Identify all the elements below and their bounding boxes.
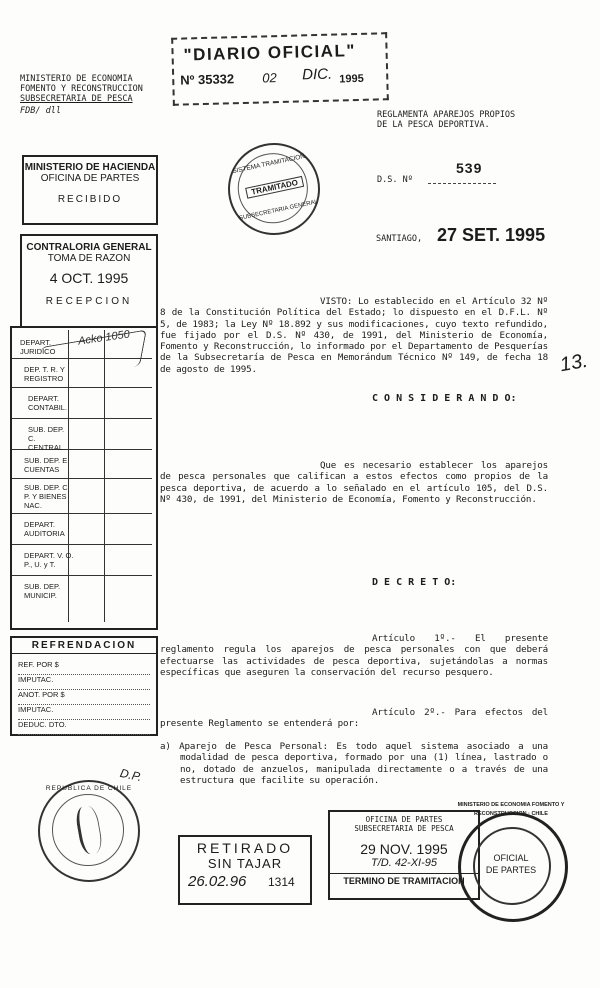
oficina-line-1: OFICINA DE PARTES: [365, 815, 443, 824]
decreto-heading: D E C R E T O:: [372, 577, 457, 588]
oficial-center-1: OFICIAL: [493, 853, 529, 863]
hacienda-stamp: [22, 155, 158, 225]
seal-middle-text: TRAMITADO: [245, 176, 304, 199]
articulo-2-text: Artículo 2º.- Para efectos del presente Reglamento se entenderá por:: [160, 707, 548, 730]
grid-row: [12, 479, 152, 514]
row-label: DEPART. CONTABIL.: [28, 394, 68, 412]
diario-year: 1995: [339, 72, 364, 86]
oficina-ref: T/D. 42-XI-95: [370, 857, 438, 869]
ref-row: IMPUTAC.: [18, 705, 150, 720]
retirado-line-1: RETIRADO: [196, 840, 294, 856]
dp-initials: D.P.: [118, 765, 144, 785]
santiago-label: SANTIAGO,: [376, 234, 423, 244]
diario-month: DIC.: [301, 65, 333, 84]
refrendacion-rows: [18, 660, 150, 735]
santiago-date: 27 SET. 1995: [437, 225, 546, 245]
oficina-partes-stamp: [328, 810, 480, 900]
grid-divider: [104, 330, 105, 622]
hacienda-line-2: OFICINA DE PARTES: [40, 173, 140, 184]
ministry-header: [20, 74, 143, 116]
diario-oficial-stamp: [171, 32, 389, 106]
row-label: SUB. DEP. E. CUENTAS: [24, 456, 70, 474]
contraloria-line-2: TOMA DE RAZON: [47, 253, 131, 264]
grid-row: [12, 514, 152, 545]
diario-number: Nº 35332: [180, 71, 235, 88]
retirado-date: 26.02.96: [188, 873, 247, 890]
item-a-paragraph: [160, 741, 548, 786]
oficial-ring-text: MINISTERIO DE ECONOMIA FOMENTO Y RECONSTRUCCION · CHILE: [457, 802, 565, 817]
oficina-footer: TERMINO DE TRAMITACION: [330, 873, 478, 886]
visto-text: VISTO: Lo establecido en el Artículo 32 Nº 8 de la Constitución Política del Estado; lo dispuesto en el D.F.L. Nº 5, de 1983; la Ley Nº 18.892 y sus modificaciones, cuyo texto refundido, fue fijado por el D.S. Nº 430, de 1991, del Ministerio de Economía, Fomento y Reconstrucción, lo informado por el Departamento de Pesquerías de la Subsecretaría de Pesca en Memorándum Técnico Nº 149, de fecha 18 de agosto de 1995.: [160, 296, 548, 375]
ref-row: REF. POR $: [18, 660, 150, 675]
articulo-1-paragraph: [160, 633, 548, 678]
seal-ring-text: REPUBLICA DE CHILE: [45, 785, 133, 792]
refrendacion-title: REFRENDACION: [12, 638, 156, 654]
articulo-1-text: Artículo 1º.- El presente reglamento regula los aparejos de pesca personales con que deberá efectuarse las actividades de pesca deportiva, sujetándolas a normas específicas que aseguren la conservación del recurso pesquero.: [160, 633, 548, 678]
considerando-heading: C O N S I D E R A N D O:: [372, 393, 517, 404]
ds-label: D.S. Nº: [377, 175, 413, 185]
item-a-text: a) Aparejo de Pesca Personal: Es todo aquel sistema asociado a una modalidad de pesca deportiva, formado por una (1) línea, lastrado o no, dotado de anzuelos, manipulada directamente o a través de una estructura que facilite su operación.: [160, 741, 548, 786]
visto-paragraph: [160, 296, 548, 375]
retirado-line-2: SIN TAJAR: [207, 856, 283, 871]
seal-top-text: SISTEMA TRAMITACION: [231, 152, 306, 176]
subject-line-2: DE LA PESCA DEPORTIVA.: [377, 120, 490, 130]
hacienda-line-1: MINISTERIO DE HACIENDA: [24, 162, 156, 173]
ref-row: IMPUTAC.: [18, 675, 150, 690]
diario-day: 02: [262, 70, 277, 86]
ref-row: DEDUC. DTO.: [18, 720, 150, 735]
republica-seal: [38, 780, 140, 882]
considerando-paragraph: [160, 460, 548, 505]
contraloria-date: 4 OCT. 1995: [49, 270, 129, 286]
retirado-extra: 1314: [268, 875, 295, 889]
diario-title: "DIARIO OFICIAL": [183, 41, 357, 65]
oficial-center-2: DE PARTES: [485, 865, 537, 875]
row-label: DEP. T. R. Y REGISTRO: [24, 365, 65, 383]
retirado-stamp: [178, 835, 312, 905]
decree-subject: [377, 110, 515, 130]
ref-row: ANOT. POR $: [18, 690, 150, 705]
contraloria-line-1: CONTRALORIA GENERAL: [26, 242, 152, 253]
considerando-text: Que es necesario establecer los aparejos de pesca personales que califican a estos efectos como propios de la pesca deportiva, de acuerdo a lo señalado en el artículo 105, del D.S. Nº 430, de 1991, del Ministerio de Economía, Fomento y Reconstrucción.: [160, 460, 548, 505]
margin-handwriting: 13.: [558, 349, 590, 377]
row-label: SUB. DEP. C. P. Y BIENES NAC.: [24, 483, 70, 510]
grid-row: [12, 450, 152, 479]
oficina-date: 29 NOV. 1995: [360, 841, 448, 857]
row-label: DEPART. JURIDICO: [20, 338, 56, 356]
ministry-line-3: SUBSECRETARIA DE PESCA: [20, 94, 133, 104]
grid-row: [12, 545, 152, 576]
row-label: DEPART. AUDITORIA: [24, 520, 65, 538]
row-label: DEPART. V. O. P., U. y T.: [24, 551, 74, 569]
hacienda-status: RECIBIDO: [57, 194, 123, 205]
ministry-initials: FDB/ dll: [20, 106, 61, 116]
row-label: SUB. DEP. MUNICIP.: [24, 582, 61, 600]
subject-line-1: REGLAMENTA APAREJOS PROPIOS: [377, 110, 516, 120]
grid-row: [12, 419, 152, 450]
ds-underline: [428, 183, 496, 184]
ds-number: 539: [456, 160, 483, 176]
row-label: SUB. DEP. C. CENTRAL: [28, 425, 65, 452]
ministry-line-2: FOMENTO Y RECONSTRUCCION: [20, 84, 143, 94]
sistema-tramitacion-seal: [219, 134, 328, 243]
ministry-line-1: MINISTERIO DE ECONOMIA: [20, 74, 133, 84]
oficial-partes-seal: [457, 802, 568, 922]
handwritten-acko: Acko 1050: [77, 328, 131, 348]
contraloria-status: RECEPCION: [45, 296, 133, 307]
contraloria-stamp: [20, 234, 158, 328]
grid-row: [12, 388, 152, 419]
retirado-bottom-row: [180, 871, 310, 893]
oficina-line-2: SUBSECRETARIA DE PESCA: [354, 824, 454, 833]
grid-row: [12, 576, 152, 606]
articulo-2-paragraph: [160, 707, 548, 730]
seal-bottom-text: SUBSECRETARIA GENERAL: [238, 199, 319, 222]
